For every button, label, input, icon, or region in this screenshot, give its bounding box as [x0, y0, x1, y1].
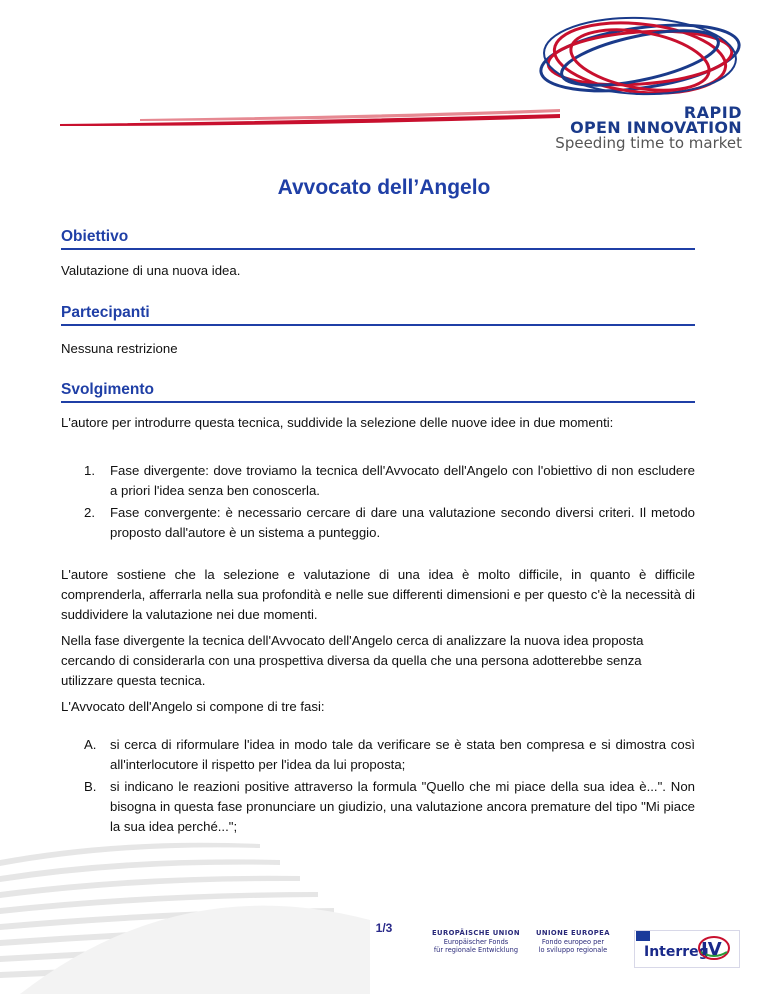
svolgimento-paragraph-2: L'autore sostiene che la selezione e valutazione di una idea è molto difficile, in quanto è difficile comprenderla, afferrarla nella sua profondità e nelle sue differenti dimensioni e per questo c'è la necessità di suddividere la valutazione nei due momenti.: [61, 567, 695, 622]
interreg-iv-mark: IV: [701, 939, 722, 960]
eu-de-line1: Europäischer Fonds: [443, 937, 509, 946]
eu-it-title: UNIONE EUROPEA: [536, 929, 610, 937]
list-item: [61, 461, 695, 501]
page-number: 1/3: [375, 921, 393, 935]
list-item-text: Fase convergente: è necessario cercare di dare una valutazione secondo diversi criteri. Il metodo proposto dall'autore è un sistema a punteggio.: [110, 505, 695, 540]
eu-it-line1: Fondo europeo per: [541, 937, 605, 946]
list-marker: A.: [84, 737, 97, 752]
section-heading-partecipanti: Partecipanti: [61, 304, 695, 326]
list-marker: 2.: [84, 505, 95, 520]
eu-de-line2: für regionale Entwicklung: [433, 946, 519, 954]
list-item: [61, 735, 695, 775]
list-item: [61, 503, 695, 543]
list-marker: 1.: [84, 463, 95, 478]
eu-de-title: EUROPÄISCHE UNION: [432, 929, 520, 937]
list-item-text: si cerca di riformulare l'idea in modo tale da verificare se è stata ben compresa e si dimostra così all'interlocutore il rispetto per l'idea da lui proposta;: [110, 737, 695, 772]
svolgimento-paragraph-3: Nella fase divergente la tecnica dell'Avvocato dell'Angelo cerca di analizzare la nuova idea proposta cercando di considerarla con una prospettiva diversa da quella che una persona adotterebbe senza utilizzare questa tecnica.: [61, 633, 644, 688]
brand-rapid: RAPID: [683, 103, 742, 122]
section-heading-obiettivo: Obiettivo: [61, 228, 695, 250]
brand-open-innovation: OPEN INNOVATION: [570, 118, 742, 137]
svolgimento-intro: L'autore per introdurre questa tecnica, suddivide la selezione delle nuove idee in due momenti:: [61, 415, 614, 430]
interreg-wordmark: Interreg: [644, 944, 709, 960]
partecipanti-text: Nessuna restrizione: [61, 341, 178, 356]
list-item-text: Fase divergente: dove troviamo la tecnica dell'Avvocato dell'Angelo con l'obiettivo di non escludere a priori l'idea senza ben conoscerla.: [110, 463, 695, 498]
document-title: Avvocato dell’Angelo: [277, 176, 491, 199]
eu-logo-de: [432, 929, 520, 955]
eu-it-line2: lo sviluppo regionale: [538, 946, 608, 954]
list-marker: B.: [84, 779, 97, 794]
brand-tagline: Speeding time to market: [555, 134, 742, 152]
svolgimento-paragraph-4: L'Avvocato dell'Angelo si compone di tre fasi:: [61, 699, 325, 714]
steps-list: [61, 461, 695, 545]
section-heading-svolgimento: Svolgimento: [61, 381, 695, 403]
list-item-text: si indicano le reazioni positive attraverso la formula "Quello che mi piace della sua idea è...". Non bisogna in questa fase pronunciare un giudizio, una valutazione ancora premature del tipo "Mi piace la sua idea perché...";: [110, 779, 695, 834]
eu-logo-it: [536, 929, 610, 955]
eu-flag-icon: [636, 931, 650, 941]
obiettivo-text: Valutazione di una nuova idea.: [61, 263, 241, 278]
